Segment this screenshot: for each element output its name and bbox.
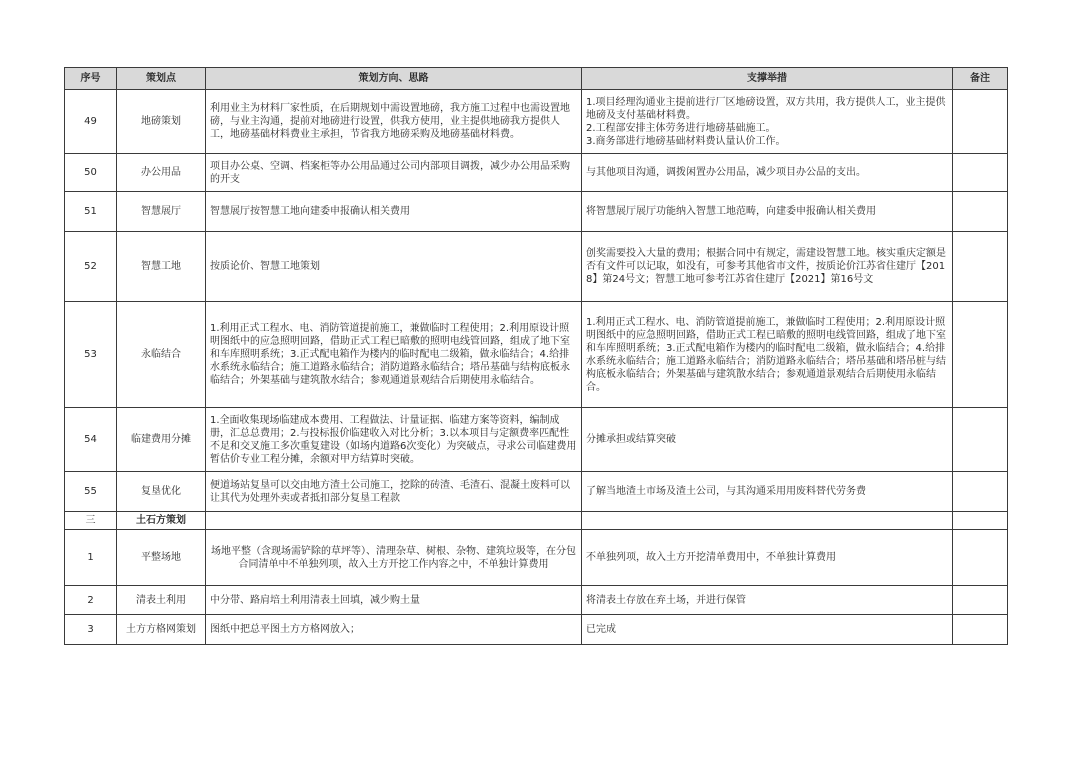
row-measures: 1.项目经理沟通业主提前进行厂区地磅设置，双方共用，我方提供人工，业主提供地磅及支付基础材料费。 2.工程部安排主体劳务进行地磅基础施工。 3.商务部进行地磅基础材料费认量认价工作。: [582, 90, 953, 154]
table-row: [65, 472, 1008, 512]
row-serial: 52: [65, 232, 117, 302]
row-serial: 53: [65, 302, 117, 408]
cost-planning-table: [64, 67, 1008, 645]
table-row: [65, 615, 1008, 645]
row-note: [953, 472, 1008, 512]
row-measures: 已完成: [582, 615, 953, 645]
header-planning-point: 策划点: [117, 68, 206, 90]
row-planning-point: 清表土利用: [117, 586, 206, 615]
row-note: [953, 232, 1008, 302]
row-direction: 项目办公桌、空调、档案柜等办公用品通过公司内部项目调拨，减少办公用品采购的开支: [206, 154, 582, 192]
header-measures: 支撑举措: [582, 68, 953, 90]
row-direction: 中分带、路肩培土利用清表土回填，减少购土量: [206, 586, 582, 615]
section-empty-cell: [953, 512, 1008, 530]
row-serial: 51: [65, 192, 117, 232]
row-measures: 1.利用正式工程水、电、消防管道提前施工，兼做临时工程使用；2.利用原设计照明图纸中的应急照明回路，借助正式工程已暗敷的照明电线管回路，组成了地下室和车库照明系统；3.正式配电箱作为楼内的临时配电二级箱，做永临结合；4.给排水系统永临结合；施工道路永临结合；消防道路永临结合；塔吊基础和塔吊桩与结构底板永临结合；外架基础与建筑散水结合；参观通道景观结合后期使用永临结合。: [582, 302, 953, 408]
row-planning-point: 临建费用分摊: [117, 408, 206, 472]
row-note: [953, 302, 1008, 408]
row-measures: 了解当地渣土市场及渣土公司，与其沟通采用用废料替代劳务费: [582, 472, 953, 512]
table-row: [65, 154, 1008, 192]
row-planning-point: 土方方格网策划: [117, 615, 206, 645]
row-serial: 3: [65, 615, 117, 645]
table-row: [65, 232, 1008, 302]
table-row: [65, 192, 1008, 232]
row-note: [953, 586, 1008, 615]
header-serial: 序号: [65, 68, 117, 90]
row-serial: 1: [65, 530, 117, 586]
row-note: [953, 192, 1008, 232]
row-direction: 利用业主为材料厂家性质，在后期规划中需设置地磅，我方施工过程中也需设置地磅，与业主沟通，提前对地磅进行设置，供我方使用，业主提供地磅我方提供人工，地磅基础材料费业主承担，节省我方地磅采购及地磅基础材料费。: [206, 90, 582, 154]
row-direction: 1.利用正式工程水、电、消防管道提前施工，兼做临时工程使用；2.利用原设计照明图纸中的应急照明回路，借助正式工程已暗敷的照明电线管回路，组成了地下室和车库照明系统；3.正式配电箱作为楼内的临时配电二级箱，做永临结合；4.给排水系统永临结合；施工道路永临结合；消防道路永临结合；塔吊基础与结构底板永临结合；外架基础与建筑散水结合；参观通道景观结合后期使用永临结合。: [206, 302, 582, 408]
row-note: [953, 530, 1008, 586]
row-note: [953, 615, 1008, 645]
row-serial: 55: [65, 472, 117, 512]
row-measures: 将智慧展厅展厅功能纳入智慧工地范畴，向建委申报确认相关费用: [582, 192, 953, 232]
row-note: [953, 90, 1008, 154]
section-row: [65, 512, 1008, 530]
row-measures: 将清表土存放在弃土场，并进行保管: [582, 586, 953, 615]
row-direction: 图纸中把总平图土方方格网放入；: [206, 615, 582, 645]
row-planning-point: 办公用品: [117, 154, 206, 192]
row-planning-point: 复垦优化: [117, 472, 206, 512]
row-measures: 不单独列项，故入土方开挖清单费用中，不单独计算费用: [582, 530, 953, 586]
row-direction: 场地平整（含现场需铲除的草坪等）、清理杂草、树根、杂物、建筑垃圾等，在分包合同清单中不单独列项，故入土方开挖工作内容之中，不单独计算费用: [206, 530, 582, 586]
row-direction: 按质论价、智慧工地策划: [206, 232, 582, 302]
section-number: 三: [65, 512, 117, 530]
section-empty-cell: [206, 512, 582, 530]
table-row: [65, 530, 1008, 586]
row-direction: 智慧展厅按智慧工地向建委申报确认相关费用: [206, 192, 582, 232]
header-note: 备注: [953, 68, 1008, 90]
section-title: 土石方策划: [117, 512, 206, 530]
row-serial: 50: [65, 154, 117, 192]
header-direction: 策划方向、思路: [206, 68, 582, 90]
row-planning-point: 智慧工地: [117, 232, 206, 302]
row-direction: 便道场站复垦可以交由地方渣土公司施工，挖除的砖渣、毛渣石、混凝土废料可以让其代为处理外卖或者抵扣部分复垦工程款: [206, 472, 582, 512]
row-note: [953, 408, 1008, 472]
row-planning-point: 地磅策划: [117, 90, 206, 154]
row-note: [953, 154, 1008, 192]
section-empty-cell: [582, 512, 953, 530]
row-measures: 创奖需要投入大量的费用；根据合同中有规定，需建设智慧工地。核实重庆定额是否有文件可以记取，如没有，可参考其他省市文件，按质论价江苏省住建厅【2018】第24号文；智慧工地可参考江苏省住建厅【2021】第16号文: [582, 232, 953, 302]
row-measures: 分摊承担或结算突破: [582, 408, 953, 472]
table-row: [65, 586, 1008, 615]
row-serial: 54: [65, 408, 117, 472]
row-planning-point: 智慧展厅: [117, 192, 206, 232]
row-planning-point: 永临结合: [117, 302, 206, 408]
row-direction: 1.全面收集现场临建成本费用、工程做法、计量证据、临建方案等资料，编制成册，汇总总费用；2.与投标报价临建收入对比分析；3.以本项目与定额费率匹配性不足和交叉施工多次重复建设（如场内道路6次变化）为突破点，寻求公司临建费用暂估价专业工程分摊，余额对甲方结算时突破。: [206, 408, 582, 472]
table-header-row: [65, 68, 1008, 90]
row-measures: 与其他项目沟通，调拨闲置办公用品，减少项目办公品的支出。: [582, 154, 953, 192]
table-row: [65, 90, 1008, 154]
row-serial: 49: [65, 90, 117, 154]
table-row: [65, 302, 1008, 408]
table-row: [65, 408, 1008, 472]
row-serial: 2: [65, 586, 117, 615]
row-planning-point: 平整场地: [117, 530, 206, 586]
